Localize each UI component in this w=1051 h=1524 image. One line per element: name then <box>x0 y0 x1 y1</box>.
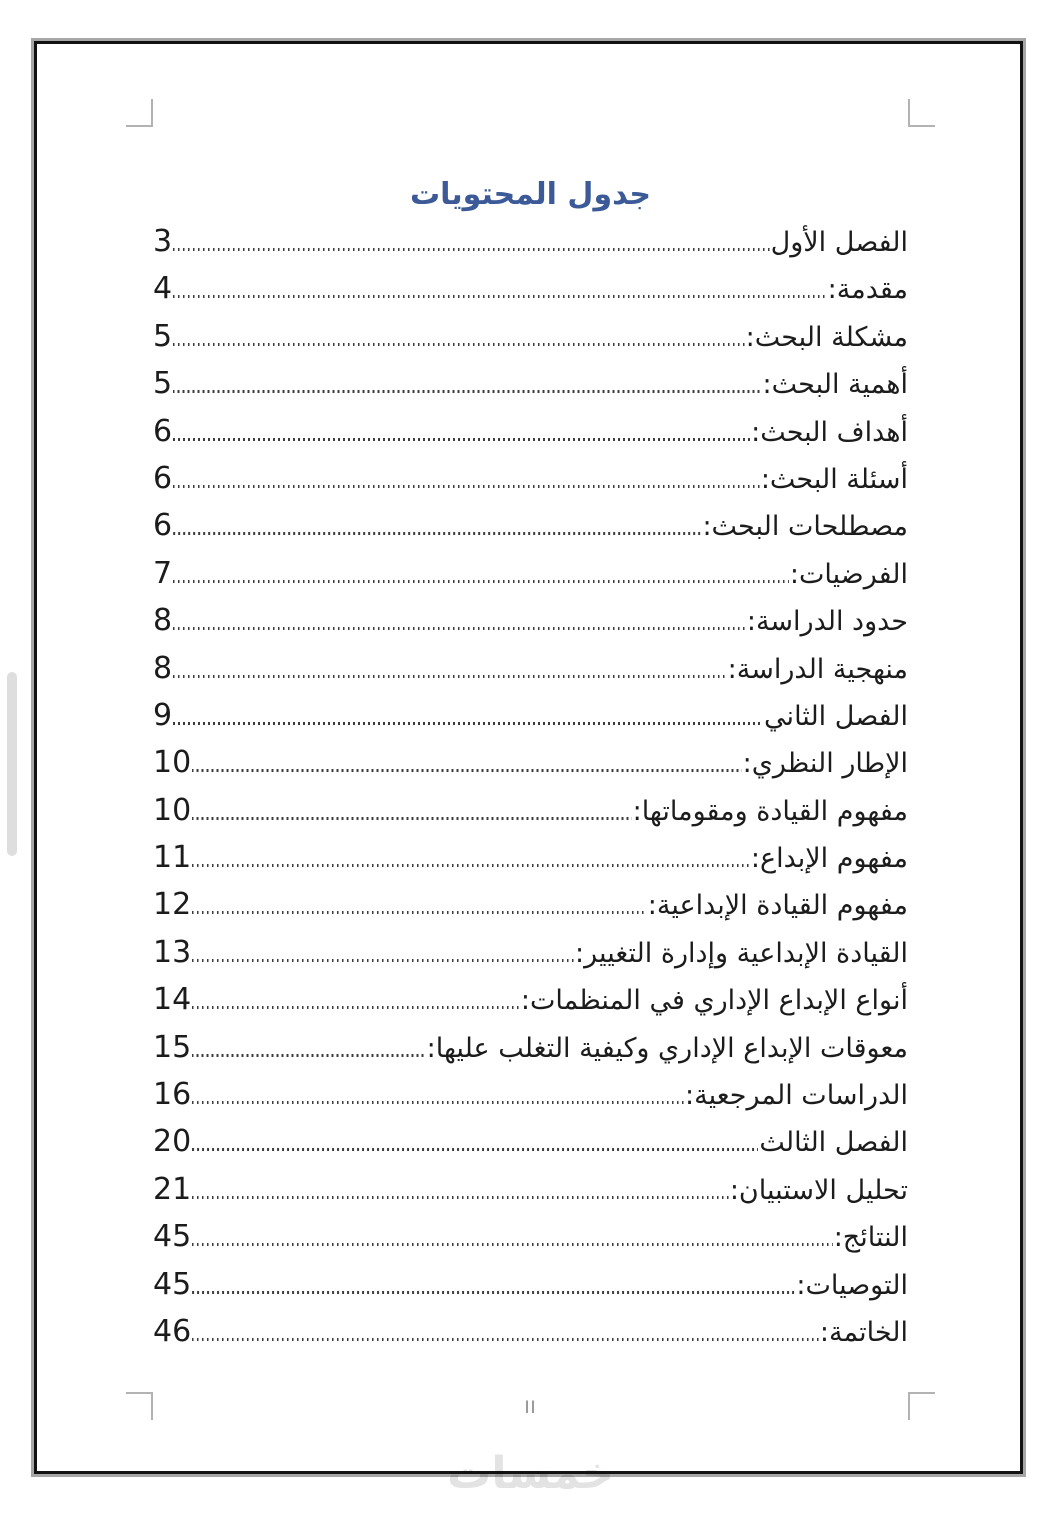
toc-entry-label: أهداف البحث: <box>751 416 908 448</box>
toc-entry-dot-leader <box>192 1243 833 1246</box>
toc-entry[interactable] <box>153 1172 908 1219</box>
toc-entry[interactable] <box>153 1077 908 1124</box>
toc-list <box>153 224 908 1361</box>
toc-entry[interactable] <box>153 651 908 698</box>
toc-entry-page: 8 <box>153 650 173 686</box>
toc-entry-dot-leader <box>192 1291 795 1294</box>
toc-entry-dot-leader <box>173 485 760 488</box>
toc-entry-label: مشكلة البحث: <box>745 321 908 353</box>
toc-entry-label: الإطار النظري: <box>742 748 908 780</box>
toc-entry-label: مفهوم القيادة الإبداعية: <box>647 890 908 922</box>
toc-entry-label: القيادة الإبداعية وإدارة التغيير: <box>575 937 908 969</box>
toc-entry[interactable] <box>153 319 908 366</box>
text-boundary-mark-top-left <box>126 99 153 127</box>
vertical-scrollbar-thumb[interactable] <box>7 672 17 856</box>
text-boundary-mark-bottom-left <box>126 1392 153 1420</box>
toc-entry-page: 3 <box>153 224 173 259</box>
toc-entry[interactable] <box>153 982 908 1029</box>
toc-entry[interactable] <box>153 414 908 461</box>
toc-entry-label: مصطلحات البحث: <box>702 511 908 543</box>
toc-entry-label: أنواع الإبداع الإداري في المنظمات: <box>520 985 908 1017</box>
toc-entry-dot-leader <box>192 1196 729 1199</box>
toc-entry-label: الفصل الثاني <box>764 700 908 732</box>
toc-entry[interactable] <box>153 935 908 982</box>
toc-entry[interactable] <box>153 271 908 318</box>
toc-entry[interactable] <box>153 887 908 934</box>
toc-entry-label: أسئلة البحث: <box>760 463 908 495</box>
toc-entry[interactable] <box>153 1219 908 1266</box>
toc-title: جدول المحتويات <box>409 177 652 212</box>
toc-entry[interactable] <box>153 1267 908 1314</box>
toc-entry[interactable] <box>153 793 908 840</box>
toc-entry-page: 11 <box>153 840 192 876</box>
toc-entry-dot-leader <box>173 627 746 630</box>
toc-entry[interactable] <box>153 698 908 745</box>
toc-entry-dot-leader <box>173 438 750 441</box>
toc-entry-page: 45 <box>153 1266 192 1302</box>
toc-entry-label: حدود الدراسة: <box>746 606 908 638</box>
toc-entry-page: 5 <box>153 366 173 402</box>
toc-entry-dot-leader <box>192 1148 758 1151</box>
toc-entry[interactable] <box>153 461 908 508</box>
toc-entry-label: أهمية البحث: <box>762 369 908 401</box>
toc-entry-page: 6 <box>153 508 173 544</box>
toc-entry-page: 20 <box>153 1124 192 1160</box>
toc-entry[interactable] <box>153 1124 908 1171</box>
toc-entry-dot-leader <box>192 817 631 820</box>
toc-entry[interactable] <box>153 556 908 603</box>
toc-entry-page: 10 <box>153 745 192 781</box>
toc-entry-label: الخاتمة: <box>819 1316 908 1348</box>
toc-entry-dot-leader <box>173 343 745 346</box>
toc-entry-page: 46 <box>153 1313 192 1349</box>
toc-entry-label: الفصل الثالث <box>759 1127 908 1159</box>
toc-entry-page: 6 <box>153 460 173 496</box>
page-content <box>153 127 908 1361</box>
toc-entry-dot-leader <box>173 675 727 678</box>
toc-entry-label: مفهوم الإبداع: <box>750 843 908 875</box>
toc-entry[interactable] <box>153 508 908 555</box>
text-boundary-mark-top-right <box>908 99 935 127</box>
toc-entry-label: النتائج: <box>833 1222 908 1254</box>
toc-entry-page: 13 <box>153 934 192 970</box>
toc-entry-label: معوقات الإبداع الإداري وكيفية التغلب عليها: <box>426 1032 908 1064</box>
toc-entry-dot-leader <box>173 722 763 725</box>
toc-entry-page: 12 <box>153 887 192 923</box>
toc-entry-label: تحليل الاستبيان: <box>729 1174 908 1206</box>
toc-entry-dot-leader <box>192 1338 819 1341</box>
toc-entry-dot-leader <box>192 911 647 914</box>
toc-entry-label: التوصيات: <box>796 1269 908 1301</box>
toc-entry-page: 14 <box>153 982 192 1018</box>
toc-entry-page: 4 <box>153 271 173 307</box>
toc-entry-dot-leader <box>192 864 750 867</box>
toc-entry-dot-leader <box>192 1101 684 1104</box>
toc-entry-dot-leader <box>192 959 574 962</box>
toc-entry-label: مفهوم القيادة ومقوماتها: <box>632 795 908 827</box>
toc-entry-page: 10 <box>153 792 192 828</box>
toc-entry-page: 45 <box>153 1219 192 1255</box>
watermark: خمسات <box>447 1448 614 1499</box>
toc-entry-page: 16 <box>153 1077 192 1113</box>
toc-entry-dot-leader <box>192 1054 425 1057</box>
toc-entry-label: الفرضيات: <box>789 558 908 590</box>
toc-entry-page: 6 <box>153 413 173 449</box>
toc-entry-label: مقدمة: <box>827 274 908 306</box>
toc-entry-page: 9 <box>153 697 173 733</box>
toc-entry-dot-leader <box>192 769 741 772</box>
toc-entry-dot-leader <box>173 295 827 298</box>
page-number: II <box>524 1398 537 1418</box>
toc-entry-dot-leader <box>173 248 770 251</box>
toc-entry-page: 15 <box>153 1029 192 1065</box>
text-boundary-mark-bottom-right <box>908 1392 935 1420</box>
toc-entry-page: 8 <box>153 603 173 639</box>
toc-entry-dot-leader <box>173 390 761 393</box>
toc-entry[interactable] <box>153 1030 908 1077</box>
toc-entry-page: 5 <box>153 318 173 354</box>
toc-entry-page: 21 <box>153 1171 192 1207</box>
toc-entry[interactable] <box>153 1314 908 1361</box>
toc-entry-label: الفصل الأول <box>770 227 908 258</box>
toc-entry[interactable] <box>153 840 908 887</box>
toc-entry-dot-leader <box>192 1006 520 1009</box>
toc-entry[interactable] <box>153 224 908 271</box>
toc-entry-page: 7 <box>153 555 173 591</box>
toc-entry[interactable] <box>153 745 908 792</box>
toc-entry[interactable] <box>153 366 908 413</box>
toc-entry-label: منهجية الدراسة: <box>727 653 908 685</box>
toc-entry-dot-leader <box>173 580 789 583</box>
toc-entry-label: الدراسات المرجعية: <box>685 1080 908 1112</box>
toc-entry-dot-leader <box>173 532 701 535</box>
toc-entry[interactable] <box>153 603 908 650</box>
